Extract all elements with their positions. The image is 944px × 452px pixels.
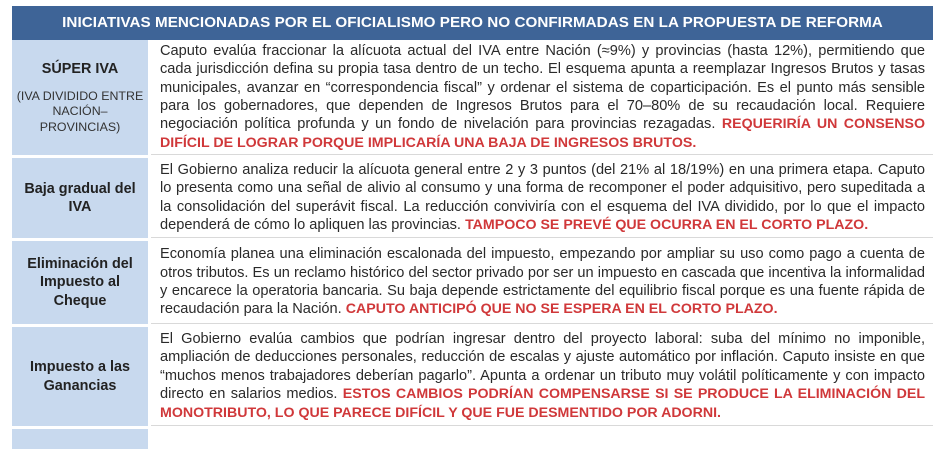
row-highlight: TAMPOCO SE PREVÉ QUE OCURRA EN EL CORTO PLAZO. — [465, 216, 869, 233]
row-description: El Gobierno analiza reducir la alícuota general entre 2 y 3 puntos (del 21% al 18/19%) en una primera etapa. Caputo lo presenta como una señal de alivio al consumo y una forma de recomponer el poder adquisitivo, pero supeditada a la consolidación del superávit fiscal. La reducción conviviría con el esquema del IVA dividido, por lo que el impacto dependerá de cómo lo apliquen las provincias. — [160, 161, 925, 233]
row-label: Eliminación del Impuesto al Cheque — [27, 255, 133, 309]
row-description-cell — [151, 158, 933, 238]
row-highlight: CAPUTO ANTICIPÓ QUE NO SE ESPERA EN EL CORTO PLAZO. — [345, 301, 778, 318]
row-description-cell — [151, 429, 933, 449]
row-label-cell — [12, 327, 151, 426]
row-description: El Gobierno evalúa cambios que podrían ingresar dentro del proyecto laboral: suba del mínimo no imponible, ampliación de deducciones personales, reducción de escalas y ajuste automático por inflación. Caputo insiste en que “muchos menos trabajadores deberían pagarlo”. Apunta a ordenar un tributo muy volátil políticamente y con impacto directo en salarios medios. — [160, 330, 925, 403]
row-label: Baja gradual del IVA — [24, 180, 136, 215]
row-description-cell — [151, 327, 933, 426]
table-row-ganancias — [12, 327, 933, 429]
row-description-cell — [151, 40, 933, 155]
row-highlight: ESTOS CAMBIOS PODRÍAN COMPENSARSE SI SE PRODUCE LA ELIMINACIÓN DEL MONOTRIBUTO, LO QUE PARECE DIFÍCIL Y QUE FUE DESMENTIDO POR ADORNI. — [160, 386, 925, 421]
row-label-cell — [12, 158, 151, 238]
table-row-super-iva — [12, 40, 933, 158]
row-label: Impuesto a las Ganancias — [30, 359, 130, 394]
row-label-cell — [12, 241, 151, 324]
table-header: INICIATIVAS MENCIONADAS POR EL OFICIALISMO PERO NO CONFIRMADAS EN LA PROPUESTA DE REFORMA — [12, 6, 933, 40]
reform-initiatives-table — [12, 6, 933, 452]
row-label-cell — [12, 40, 151, 155]
row-description: Caputo evalúa fraccionar la alícuota actual del IVA entre Nación (≈9%) y provincias (hasta 12%), permitiendo que cada jurisdicción defina su propia tasa dentro de un techo. El esquema apunta a reemplazar Ingresos Brutos y tasas municipales, avanzar en “correspondencia fiscal” y ordenar el sistema de coparticipación. Es el punto más sensible para los gobernadores, que dependen de Ingresos Brutos para el 70–80% de su recaudación local. Requiere negociación política profunda y un fondo de nivelación para provincias rezagadas. — [160, 42, 925, 133]
row-sublabel: (IVA DIVIDIDO ENTRE NACIÓN–PROVINCIAS) — [16, 88, 144, 134]
row-label: SÚPER IVA — [41, 61, 119, 77]
table-row-baja-iva — [12, 158, 933, 241]
row-description-cell — [151, 241, 933, 324]
table-row-cut-off — [12, 429, 933, 452]
row-label-cell — [12, 429, 151, 449]
row-highlight: REQUERIRÍA UN CONSENSO DIFÍCIL DE LOGRAR PORQUE IMPLICARÍA UNA BAJA DE INGRESOS BRUTOS. — [160, 116, 925, 151]
table-row-impuesto-cheque — [12, 241, 933, 327]
row-description: Economía planea una eliminación escalonada del impuesto, empezando por ampliar su uso como pago a cuenta de otros tributos. Es un reclamo histórico del sector privado por ser un impuesto en cascada que incentiva la informalidad y encarece la operatoria bancaria. Su baja depende estrictamente del equilibrio fiscal porque es una fuente rápida de recaudación para la Nación. — [160, 246, 925, 318]
